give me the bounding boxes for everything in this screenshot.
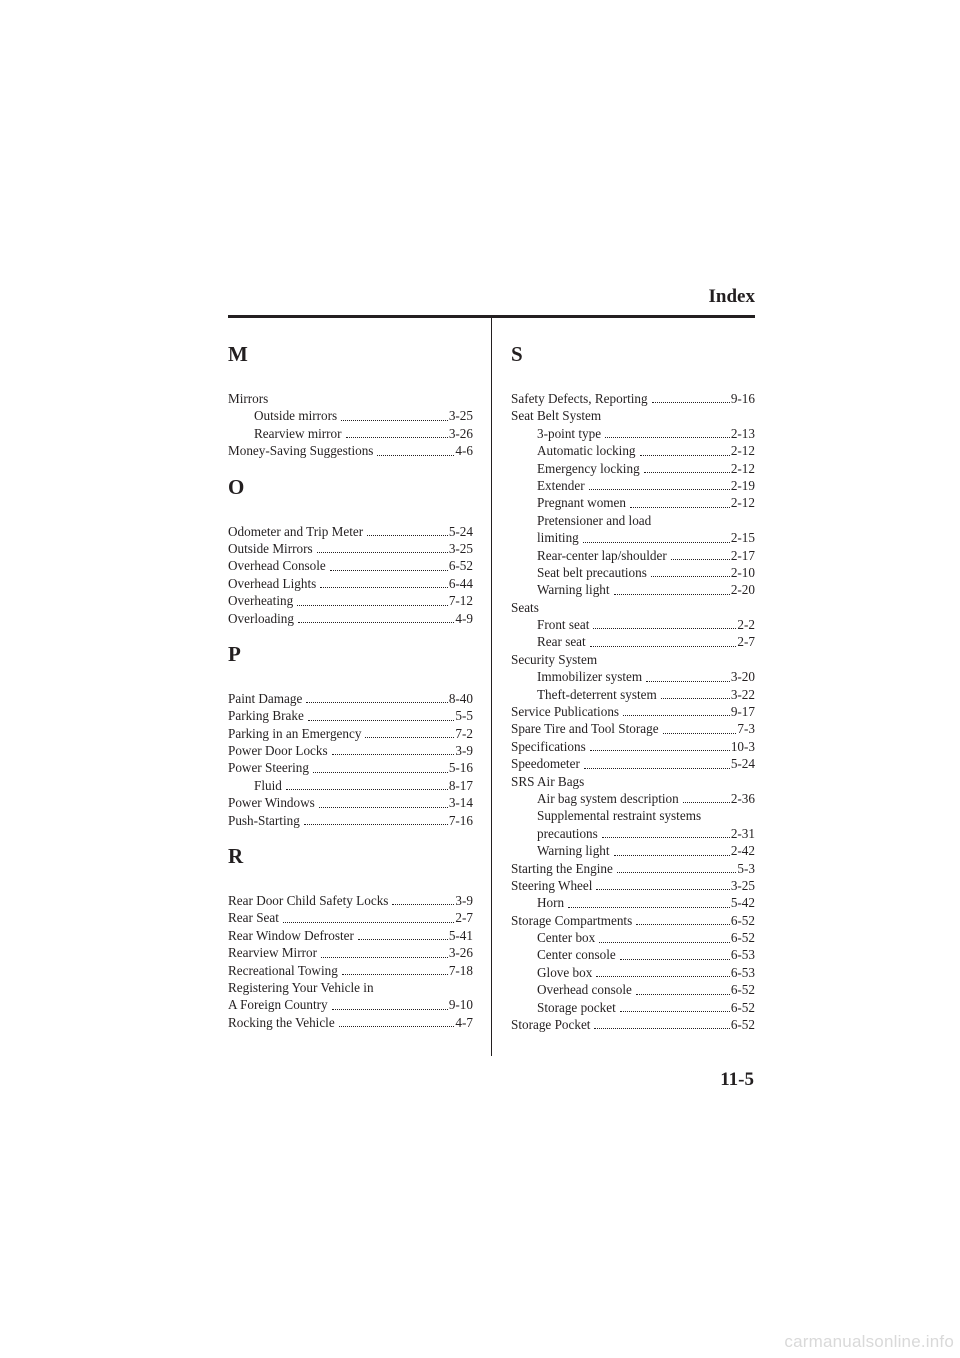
page-reference: 4-6 — [455, 443, 473, 459]
entry-label: Rearview Mirror — [228, 945, 317, 961]
index-entry — [228, 390, 473, 407]
index-subentry — [511, 686, 755, 703]
page-reference: 2-19 — [730, 477, 755, 493]
entry-label: Recreational Towing — [228, 962, 338, 978]
dot-leader — [636, 988, 730, 995]
section-letter: R — [228, 844, 244, 869]
index-entry — [228, 523, 473, 540]
section-letter: M — [228, 342, 248, 366]
entry-label: Safety Defects, Reporting — [511, 390, 648, 406]
entry-label: Power Windows — [228, 795, 315, 811]
entry-label: Center box — [537, 930, 596, 946]
dot-leader — [599, 936, 730, 943]
section-letter: S — [511, 342, 523, 366]
entry-label: Theft-deterrent system — [537, 686, 657, 702]
index-column-right — [511, 343, 755, 1033]
dot-leader — [683, 796, 730, 803]
dot-leader — [640, 449, 730, 456]
dot-leader — [341, 414, 448, 421]
page-reference: 8-40 — [448, 690, 473, 706]
index-subentry — [511, 825, 755, 842]
page-reference: 2-17 — [730, 547, 755, 563]
entry-label: Seat Belt System — [511, 408, 602, 424]
index-subentry — [511, 425, 755, 442]
index-entry — [228, 794, 473, 811]
index-entry — [511, 773, 755, 790]
dot-leader — [646, 675, 730, 682]
page-reference: 2-7 — [455, 910, 473, 926]
entry-label: Push-Starting — [228, 812, 300, 828]
dot-leader — [661, 692, 730, 699]
entry-label: Storage pocket — [537, 999, 616, 1015]
entry-label: Air bag system description — [537, 790, 679, 806]
dot-leader — [614, 849, 730, 856]
page-reference: 7-18 — [448, 962, 473, 978]
dot-leader — [614, 588, 730, 595]
dot-leader — [297, 599, 448, 606]
entry-label: Center console — [537, 947, 616, 963]
dot-leader — [321, 951, 448, 958]
dot-leader — [589, 483, 730, 490]
page-reference: 3-9 — [455, 743, 473, 759]
index-subentry — [511, 512, 755, 529]
page-reference: 5-24 — [730, 756, 755, 772]
index-entry — [511, 738, 755, 755]
entry-label: Outside Mirrors — [228, 540, 313, 556]
dot-leader — [306, 696, 447, 703]
entry-label: Spare Tire and Tool Storage — [511, 721, 659, 737]
entry-label: Rear Door Child Safety Locks — [228, 893, 389, 909]
page-reference: 2-13 — [730, 425, 755, 441]
index-subentry — [511, 477, 755, 494]
page-reference: 7-3 — [737, 721, 755, 737]
dot-leader — [330, 564, 448, 571]
page-reference: 2-12 — [730, 460, 755, 476]
page-reference: 2-36 — [730, 790, 755, 806]
entry-label: 3-point type — [537, 425, 602, 441]
dot-leader — [583, 536, 730, 543]
dot-leader — [594, 1022, 729, 1029]
page-reference: 8-17 — [448, 777, 473, 793]
index-entry — [228, 690, 473, 707]
dot-leader — [651, 570, 730, 577]
entry-label: Automatic locking — [537, 443, 636, 459]
entry-label: Warning light — [537, 582, 610, 598]
page-reference: 5-42 — [730, 895, 755, 911]
index-entry — [228, 812, 473, 829]
entry-label: Power Steering — [228, 760, 309, 776]
dot-leader — [332, 748, 455, 755]
entry-label: A Foreign Country — [228, 997, 328, 1013]
entry-label: Rear seat — [537, 634, 586, 650]
dot-leader — [298, 616, 454, 623]
page-reference: 6-52 — [730, 930, 755, 946]
page-reference: 3-9 — [455, 893, 473, 909]
page-reference: 5-3 — [737, 860, 755, 876]
dot-leader — [304, 818, 448, 825]
dot-leader — [342, 968, 448, 975]
index-entry — [228, 979, 473, 996]
entry-label: Paint Damage — [228, 690, 303, 706]
index-subentry — [511, 842, 755, 859]
index-subentry — [511, 981, 755, 998]
page-reference: 9-17 — [730, 704, 755, 720]
dot-leader — [596, 883, 729, 890]
index-entry — [511, 390, 755, 407]
index-entry — [511, 912, 755, 929]
index-entry — [511, 1016, 755, 1033]
dot-leader — [346, 431, 448, 438]
entry-label: SRS Air Bags — [511, 773, 585, 789]
index-entry — [511, 877, 755, 894]
entry-label: Registering Your Vehicle in — [228, 979, 374, 995]
index-entry — [228, 892, 473, 909]
page-reference: 6-52 — [730, 1017, 755, 1033]
index-entry — [511, 599, 755, 616]
index-subentry — [511, 564, 755, 581]
entry-label: Horn — [537, 895, 565, 911]
watermark: carmanualsonline.info — [784, 1332, 954, 1351]
entry-label: Service Publications — [511, 704, 620, 720]
entry-label: Fluid — [254, 777, 282, 793]
index-subentry — [511, 616, 755, 633]
column-divider — [491, 318, 492, 1056]
page-reference: 9-10 — [448, 997, 473, 1013]
index-entry — [511, 407, 755, 424]
entry-label: Money-Saving Suggestions — [228, 443, 374, 459]
page-reference: 5-16 — [448, 760, 473, 776]
index-subentry — [511, 929, 755, 946]
index-entry — [228, 540, 473, 557]
page-reference: 2-10 — [730, 564, 755, 580]
entry-label: Overhead Lights — [228, 575, 317, 591]
entry-label: Storage Pocket — [511, 1017, 591, 1033]
entry-label: Power Door Locks — [228, 743, 328, 759]
index-entry — [228, 557, 473, 574]
index-entry — [511, 703, 755, 720]
dot-leader — [630, 501, 730, 508]
page-reference: 5-5 — [455, 708, 473, 724]
entry-label: Overloading — [228, 610, 294, 626]
index-subentry — [228, 777, 473, 794]
index-subentry — [511, 529, 755, 546]
entry-label: Parking Brake — [228, 708, 304, 724]
page-reference: 7-16 — [448, 812, 473, 828]
index-subentry — [511, 547, 755, 564]
entry-label: Pregnant women — [537, 495, 626, 511]
dot-leader — [623, 709, 730, 716]
index-entry — [511, 860, 755, 877]
page-reference: 3-26 — [448, 425, 473, 441]
dot-leader — [317, 546, 448, 553]
page-reference: 9-16 — [730, 390, 755, 406]
entry-label: limiting — [537, 530, 579, 546]
entry-label: Overhead Console — [228, 558, 326, 574]
section-letter: O — [228, 474, 245, 499]
index-column-left — [228, 343, 473, 1031]
dot-leader — [636, 918, 730, 925]
dot-leader — [283, 916, 455, 923]
entry-label: Pretensioner and load — [537, 512, 652, 528]
page-reference: 3-25 — [448, 408, 473, 424]
index-entry — [228, 927, 473, 944]
index-entry — [228, 442, 473, 459]
dot-leader — [320, 581, 448, 588]
dot-leader — [308, 714, 455, 721]
entry-label: Storage Compartments — [511, 912, 633, 928]
index-subentry — [228, 425, 473, 442]
dot-leader — [652, 396, 730, 403]
index-subentry — [511, 668, 755, 685]
page-reference: 3-22 — [730, 686, 755, 702]
index-entry — [511, 720, 755, 737]
dot-leader — [602, 831, 730, 838]
dot-leader — [568, 901, 730, 908]
dot-leader — [620, 1005, 730, 1012]
entry-label: Security System — [511, 651, 598, 667]
page-title: Index — [708, 286, 755, 307]
entry-label: Emergency locking — [537, 460, 640, 476]
entry-label: Extender — [537, 477, 585, 493]
index-entry — [228, 725, 473, 742]
dot-leader — [377, 449, 454, 456]
dot-leader — [617, 866, 737, 873]
index-entry — [228, 610, 473, 627]
index-subentry — [511, 999, 755, 1016]
index-subentry — [511, 947, 755, 964]
dot-leader — [663, 727, 737, 734]
dot-leader — [593, 622, 736, 629]
index-subentry — [511, 807, 755, 824]
dot-leader — [365, 731, 454, 738]
entry-label: precautions — [537, 825, 598, 841]
dot-leader — [332, 1003, 448, 1010]
entry-label: Odometer and Trip Meter — [228, 523, 364, 539]
page-reference: 2-7 — [737, 634, 755, 650]
page-reference: 2-31 — [730, 825, 755, 841]
index-entry — [228, 759, 473, 776]
entry-label: Rear Window Defroster — [228, 927, 354, 943]
page-reference: 6-44 — [448, 575, 473, 591]
index-entry — [228, 962, 473, 979]
index-subentry — [511, 460, 755, 477]
index-entry — [228, 707, 473, 724]
dot-leader — [596, 970, 730, 977]
dot-leader — [319, 801, 448, 808]
entry-label: Glove box — [537, 964, 593, 980]
page-reference: 2-2 — [737, 617, 755, 633]
index-entry — [228, 909, 473, 926]
index-entry — [228, 996, 473, 1013]
index-subentry — [511, 581, 755, 598]
page-reference: 7-12 — [448, 593, 473, 609]
section-letter: P — [228, 641, 241, 666]
index-subentry — [511, 964, 755, 981]
dot-leader — [590, 744, 730, 751]
page-reference: 4-9 — [455, 610, 473, 626]
dot-leader — [358, 933, 448, 940]
page-reference: 6-52 — [730, 999, 755, 1015]
dot-leader — [339, 1020, 455, 1027]
page-reference: 5-41 — [448, 927, 473, 943]
entry-label: Rear Seat — [228, 910, 279, 926]
page-reference: 3-14 — [448, 795, 473, 811]
page-reference: 5-24 — [448, 523, 473, 539]
entry-label: Starting the Engine — [511, 860, 613, 876]
entry-label: Parking in an Emergency — [228, 725, 362, 741]
page-reference: 4-7 — [455, 1014, 473, 1030]
entry-label: Rearview mirror — [254, 425, 342, 441]
entry-label: Outside mirrors — [254, 408, 338, 424]
page-reference: 6-53 — [730, 964, 755, 980]
dot-leader — [367, 529, 448, 536]
dot-leader — [590, 640, 737, 647]
dot-leader — [286, 783, 448, 790]
page-reference: 10-3 — [730, 738, 755, 754]
entry-label: Warning light — [537, 843, 610, 859]
index-entry — [228, 575, 473, 592]
dot-leader — [605, 431, 730, 438]
page-reference: 2-20 — [730, 582, 755, 598]
page-reference: 2-12 — [730, 495, 755, 511]
dot-leader — [671, 553, 730, 560]
page-reference: 3-25 — [730, 877, 755, 893]
entry-label: Mirrors — [228, 391, 269, 406]
index-entry — [511, 651, 755, 668]
page-reference: 6-52 — [730, 982, 755, 998]
entry-label: Overhead console — [537, 982, 632, 998]
page-reference: 3-25 — [448, 540, 473, 556]
dot-leader — [644, 466, 730, 473]
index-entry — [228, 944, 473, 961]
dot-leader — [392, 898, 454, 905]
index-subentry — [228, 407, 473, 424]
page-reference: 3-20 — [730, 669, 755, 685]
entry-label: Front seat — [537, 617, 590, 633]
index-subentry — [511, 894, 755, 911]
page-reference: 6-53 — [730, 947, 755, 963]
entry-label: Specifications — [511, 738, 586, 754]
dot-leader — [584, 762, 730, 769]
page-reference: 3-26 — [448, 945, 473, 961]
entry-label: Immobilizer system — [537, 669, 643, 685]
page-reference: 2-12 — [730, 443, 755, 459]
page-reference: 2-42 — [730, 843, 755, 859]
page-reference: 6-52 — [448, 558, 473, 574]
index-entry — [228, 742, 473, 759]
dot-leader — [313, 766, 448, 773]
index-subentry — [511, 494, 755, 511]
page-reference: 6-52 — [730, 912, 755, 928]
entry-label: Steering Wheel — [511, 877, 593, 893]
page-reference: 7-2 — [455, 725, 473, 741]
index-entry — [228, 1014, 473, 1031]
entry-label: Rear-center lap/shoulder — [537, 547, 667, 563]
index-subentry — [511, 633, 755, 650]
index-subentry — [511, 790, 755, 807]
entry-label: Overheating — [228, 593, 294, 609]
entry-label: Seats — [511, 599, 539, 615]
index-subentry — [511, 442, 755, 459]
entry-label: Rocking the Vehicle — [228, 1014, 335, 1030]
index-entry — [511, 755, 755, 772]
page-reference: 2-15 — [730, 530, 755, 546]
index-entry — [228, 592, 473, 609]
entry-label: Speedometer — [511, 756, 580, 772]
entry-label: Supplemental restraint systems — [537, 808, 702, 824]
page-number: 11-5 — [720, 1069, 754, 1090]
dot-leader — [620, 953, 730, 960]
entry-label: Seat belt precautions — [537, 564, 647, 580]
